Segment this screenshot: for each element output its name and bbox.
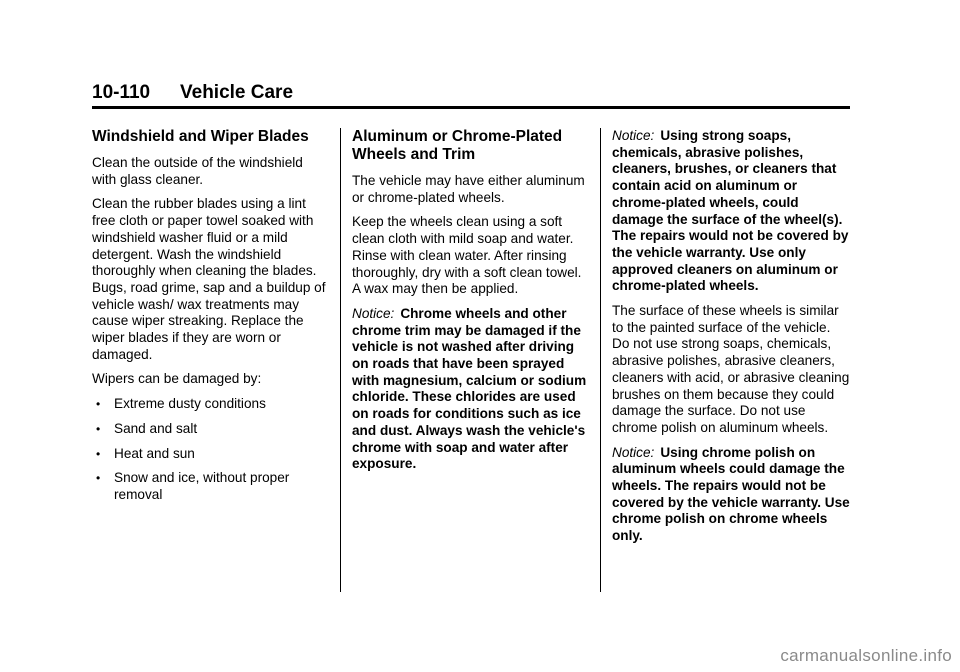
bullet-icon: • xyxy=(96,421,101,436)
paragraph: The surface of these wheels is similar to the painted surface of the vehicle. Do not use strong soaps, chemicals, abrasive polishes, abrasive cleaners, cleaners with acid, or abrasive cleaning brushes on them because they could damage the surface. Do not use chrome polish on aluminum wheels. xyxy=(612,303,850,435)
watermark: carmanualsonline.info xyxy=(780,646,952,665)
column-wheels-continued xyxy=(612,128,850,553)
column-windshield xyxy=(92,128,328,512)
notice-label: Notice: xyxy=(612,128,655,143)
paragraph: Clean the outside of the windshield with glass cleaner. xyxy=(92,155,303,187)
notice-paragraph xyxy=(612,128,850,295)
paragraph: Wipers can be damaged by: xyxy=(92,371,262,387)
notice-paragraph xyxy=(352,306,592,473)
bullet-icon: • xyxy=(96,446,101,461)
page-number: 10-110 xyxy=(92,82,151,103)
paragraph: Keep the wheels clean using a soft clean cloth with mild soap and water. Rinse with clean water. After rinsing thoroughly, dry with a soft clean towel. A wax may then be applied. xyxy=(352,214,582,297)
list-item: • Snow and ice, without proper removal xyxy=(96,470,290,502)
notice-label: Notice: xyxy=(352,305,395,321)
notice-text: Using chrome polish on aluminum wheels could damage the wheels. The repairs would not be covered by the vehicle warranty. Use chrome polish on chrome wheels only. xyxy=(612,444,850,544)
section-title: Vehicle Care xyxy=(180,82,294,103)
paragraph: The vehicle may have either aluminum or chrome-plated wheels. xyxy=(352,173,585,205)
notice-text: Using strong soaps, chemicals, abrasive polishes, cleaners, brushes, or cleaners that contain acid on aluminum or chrome-plated wheels, could damage the surface of the wheel(s). The repairs would not be covered by the vehicle warranty. Use only approved cleaners on aluminum or chrome-plated wheels. xyxy=(612,128,849,294)
list-item: • Sand and salt xyxy=(96,420,198,436)
list-item: • Heat and sun xyxy=(96,445,195,461)
column-wheels xyxy=(352,128,592,481)
bullet-icon: • xyxy=(96,471,101,486)
notice-text: Chrome wheels and other chrome trim may be damaged if the vehicle is not washed after driving on roads that have been sprayed with magnesium, calcium or sodium chloride. These chlorides are used on roads for conditions such as ice and dust. Always wash the vehicle's chrome with soap and water after exposure. xyxy=(352,305,587,472)
damage-list xyxy=(92,396,328,504)
page-header xyxy=(92,80,850,109)
list-item: • Extreme dusty conditions xyxy=(96,396,266,412)
column-divider xyxy=(340,128,341,592)
column-divider xyxy=(600,128,601,592)
notice-paragraph xyxy=(612,445,850,545)
bullet-icon: • xyxy=(96,397,101,412)
heading-wheels: Aluminum or Chrome-Plated Wheels and Trim xyxy=(352,128,563,163)
notice-label: Notice: xyxy=(612,444,655,460)
heading-windshield: Windshield and Wiper Blades xyxy=(92,128,309,145)
paragraph: Clean the rubber blades using a lint free cloth or paper towel soaked with windshield washer fluid or a mild detergent. Wash the windshield thoroughly when cleaning the blades. Bugs, road grime, sap and a buildup of vehicle wash/ wax treatments may cause wiper streaking. Replace the wiper blades if they are worn or damaged. xyxy=(92,196,326,362)
